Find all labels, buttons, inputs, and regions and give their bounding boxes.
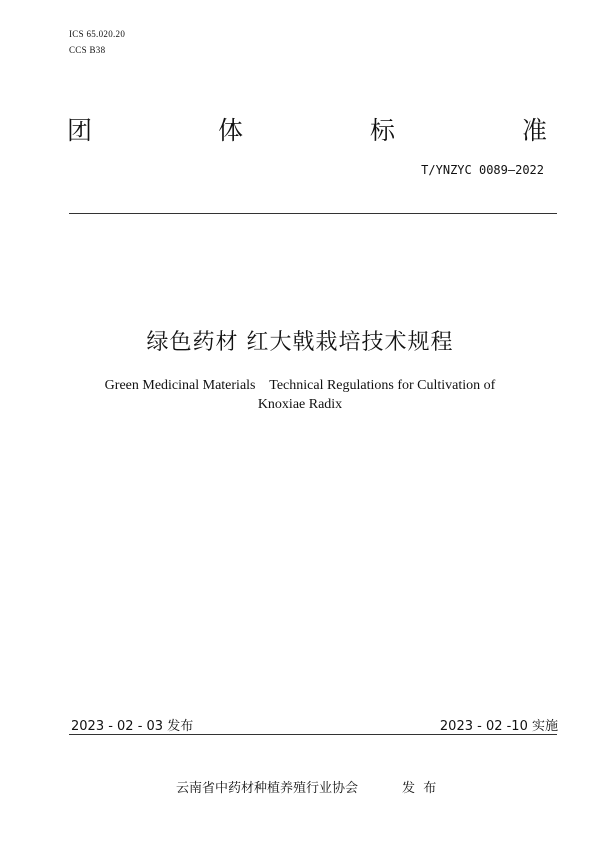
implement-date: 2023 - 02 -10 实施 <box>439 719 558 734</box>
title-english-line2: Knoxiae Radix <box>257 397 343 412</box>
header-char-ti: 体 <box>218 116 244 145</box>
header-char-tuan: 团 <box>67 116 93 145</box>
ics-code: ICS 65.020.20 <box>69 29 126 39</box>
title-english-line1: Green Medicinal Materials Technical Regulations for Cultivation of <box>104 378 496 393</box>
ccs-code: CCS B38 <box>69 45 106 55</box>
title-chinese: 绿色药材 红大戟栽培技术规程 <box>146 330 454 355</box>
publish-date: 2023 - 02 - 03 发布 <box>71 719 194 734</box>
standard-number: T/YNZYC 0089—2022 <box>421 163 544 177</box>
publish-suffix: 发 布 <box>402 781 437 796</box>
header-char-biao: 标 <box>370 116 396 145</box>
bottom-divider <box>69 734 557 735</box>
top-divider <box>69 213 557 214</box>
header-char-zhun: 准 <box>522 116 548 145</box>
publisher-name: 云南省中药材种植养殖行业协会 <box>176 781 359 796</box>
